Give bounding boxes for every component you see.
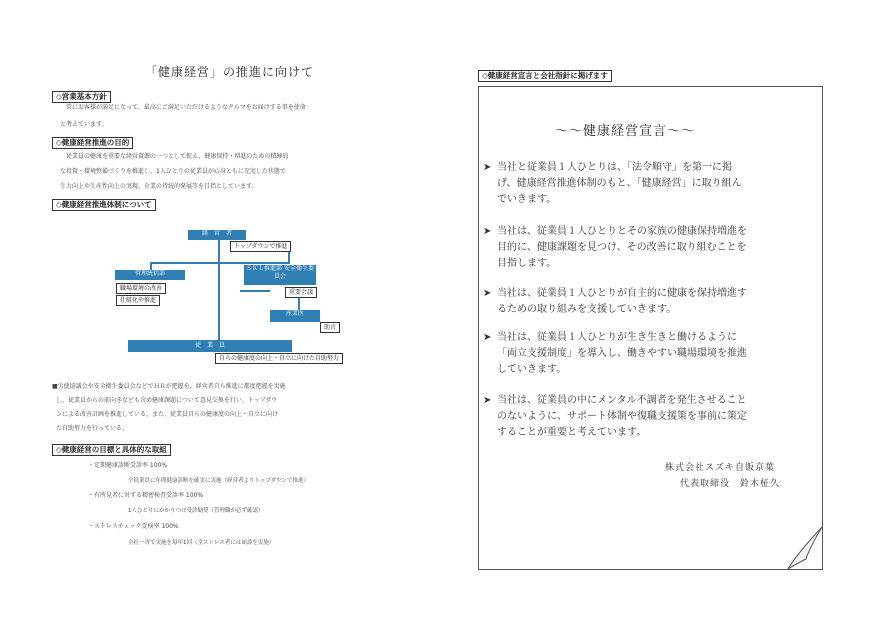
item-line: 当社は、従業員１人ひとりが生き生きと働けるように (497, 332, 737, 343)
declaration-frame (478, 86, 823, 570)
policy-line: と考えています。 (60, 121, 108, 128)
policy-heading: ◇営業基本方針 (52, 91, 111, 103)
goal-detail: 全社一斉で実施を毎年1回（全ストレス者には面談を実施） (128, 540, 275, 546)
ceo-box: 経 営 者 (188, 230, 246, 240)
health-dept-box: ＳＫＬ推進部 安全衛生委員会 (244, 265, 316, 285)
item-line: 当社は、従業員の中にメンタル不調者を発生させること (497, 395, 747, 406)
item-line: 目的に、健康課題を見つけ、その改善に取り組むことを (497, 242, 747, 253)
signer-name: 代表取締役 鈴木柾久 (680, 479, 781, 489)
item-line: げ、健康経営推進体制のもと、「健康経営」に取り組ん (497, 178, 742, 189)
item-line: 当社は、従業員１人ひとりが自主的に健康を保持増進す (497, 288, 747, 299)
curled-corner-icon (786, 525, 826, 571)
page-title: 「健康経営」の推進に向けて (145, 65, 315, 79)
declaration-title: ～～健康経営宣言～～ (555, 124, 696, 139)
note-line: し、従業員からの前向きなども含め健康課題について意見交換を行い、トップダウ (56, 397, 278, 404)
declaration-item (483, 286, 802, 318)
employees-box: 従 業 員 (128, 340, 292, 352)
goal-detail: 全従業員に年間健康診断を確実に実施（経営者よりトップダウンで推進） (128, 478, 309, 484)
item-line: のないように、サポート体制や復職支援策を事前に策定 (497, 411, 747, 422)
goals-heading: ◇健康経営の目標と具体的な取組 (52, 444, 171, 456)
employees-sub: 自らの健康度の向上・自立に向けた自助努力 (215, 353, 343, 364)
item-line: 当社と従業員１人ひとりは、「法令順守」を第一に掲 (497, 162, 732, 173)
purpose-line: 生力向上や生産性向上の実現、企業の持続的発展等を目指としています。 (60, 183, 258, 190)
goal-title: ・ストレスチェック受検率 100% (88, 523, 179, 530)
purpose-heading: ◇健康経営推進の目的 (52, 137, 133, 149)
declaration-item (483, 160, 802, 208)
purpose-line: 従業員の健康を重要な経営資源の一つとして捉え、健康保持・増進のための積極的 (66, 153, 289, 160)
item-line: することが重要と考えています。 (497, 427, 647, 438)
declaration-heading: ◇健康経営宣言と会社指針に掲げます (478, 70, 612, 82)
health-sub: 重要会議 (285, 287, 317, 298)
item-line: るための取り組みを支援していきます。 (497, 304, 677, 315)
staff-box: 産業医 (270, 310, 320, 322)
item-line: 目指します。 (497, 258, 557, 269)
note-line: ンによる改善計画を推進している。また、従業員自らの健康度の向上・自立に向け (56, 411, 279, 418)
note-line: ■労使協議会や安全衛生委員会などでＨＲが把握を、経営者自ら推進に都度把握を実施 (52, 383, 286, 390)
declaration-item (483, 330, 802, 378)
goal-detail: 1人ひとりにかかりつけ受診勧奨（管理職が必ず確認） (128, 508, 264, 514)
declaration-item (483, 393, 802, 441)
item-line: 「両立支援制度」を導入し、働きやすい職場環境を推進 (497, 348, 747, 359)
item-line: 当社は、従業員１人ひとりとその家族の健康保持増進を (497, 226, 747, 237)
arrow-bullet-icon: ➤ (483, 288, 492, 299)
staff-sub: 助言 (320, 322, 340, 333)
arrow-bullet-icon: ➤ (483, 226, 492, 237)
item-line: していきます。 (497, 364, 567, 375)
goal-title: ・定期健康診断受診率 100% (88, 462, 168, 469)
note-line: た自助努力を行っている。 (56, 425, 129, 432)
arrow-bullet-icon: ➤ (483, 162, 492, 173)
goal-title: ・有所見者に対する精密検査受診率 100% (88, 492, 204, 499)
arrow-bullet-icon: ➤ (483, 332, 492, 343)
hq-box: 管理統括部 (115, 270, 185, 280)
system-heading: ◇健康経営推進体制について (52, 199, 156, 211)
hq-sub2: 仕組化や推進 (116, 295, 160, 306)
company-name: 株式会社スズキ自販京葉 (665, 463, 776, 473)
item-line: でいきます。 (497, 194, 557, 205)
purpose-line: な投資・環境整備づくりを推進し、1人ひとりの従業員が心身ともに充実した状態で (60, 168, 286, 175)
hq-sub1: 職場環境の改善 (116, 283, 166, 294)
policy-line: 常にお客様が満足になって、最高にご満足いただけるようなクルマをお届けする事を使命 (66, 104, 306, 111)
arrow-bullet-icon: ➤ (483, 395, 492, 406)
declaration-item (483, 224, 802, 272)
topdown-box: トップダウンで推進 (230, 241, 291, 252)
